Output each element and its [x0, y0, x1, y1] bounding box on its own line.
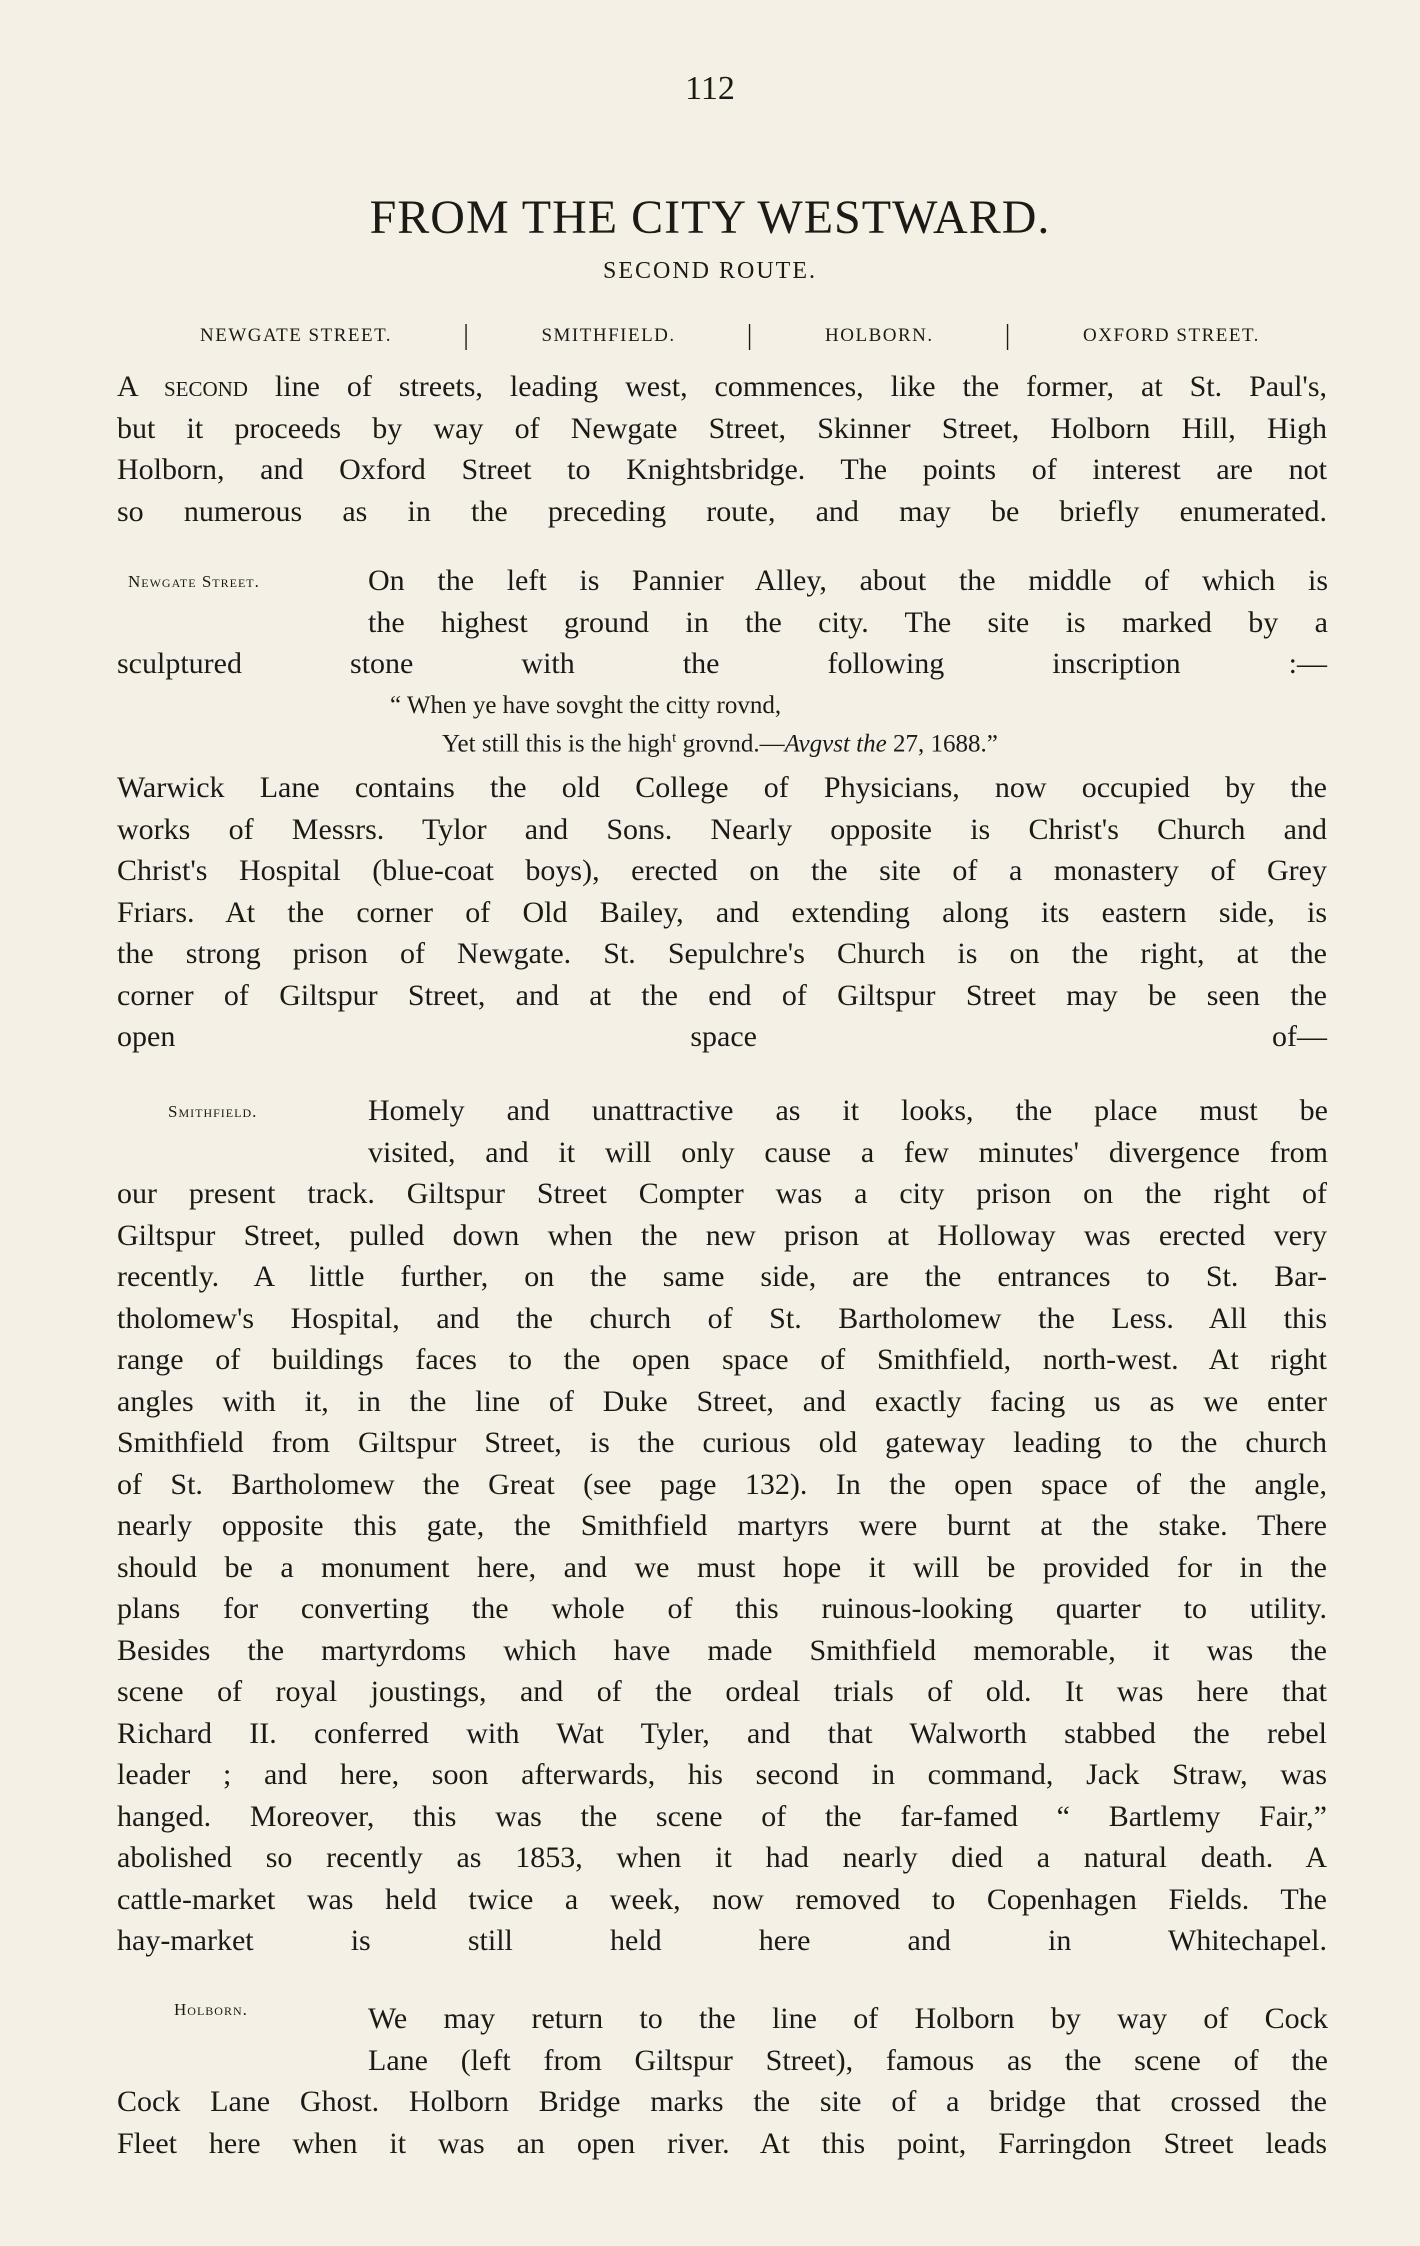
- heading-separator: |: [746, 320, 754, 351]
- text-line: Friars. At the corner of Old Bailey, and extending along its eastern side, is: [117, 895, 1327, 929]
- text-line: our present track. Giltspur Street Compter was a city prison on the right of: [117, 1177, 1327, 1210]
- text-line: but it proceeds by way of Newgate Street, Skinner Street, Holborn Hill, High: [117, 411, 1327, 445]
- side-heading-smithfield: Smithfield.: [168, 1102, 258, 1121]
- text-line: Christ's Hospital (blue-coat boys), erected on the site of a monastery of Grey: [117, 854, 1327, 887]
- newgate-paragraph: [117, 767, 1327, 1058]
- text-line: Cock Lane Ghost. Holborn Bridge marks the site of a bridge that crossed the: [117, 2085, 1327, 2118]
- text-line: Holborn, and Oxford Street to Knightsbridge. The points of interest are not: [117, 453, 1327, 486]
- intro-paragraph: [117, 366, 1327, 532]
- text-line: range of buildings faces to the open space of Smithfield, north-west. At right: [117, 1343, 1327, 1376]
- holborn-indented: [368, 1998, 1328, 2081]
- text-line: sculptured stone with the following inscription :—: [117, 647, 1327, 680]
- text-line: Giltspur Street, pulled down when the new prison at Holloway was erected very: [117, 1218, 1327, 1252]
- text-line: abolished so recently as 1853, when it had nearly died a natural death. A: [117, 1841, 1327, 1874]
- text-line: the strong prison of Newgate. St. Sepulchre's Church is on the right, at the: [117, 937, 1327, 970]
- newgate-indented: [368, 560, 1328, 643]
- text-line: On the left is Pannier Alley, about the middle of which is: [368, 564, 1328, 597]
- inscription-quote: [390, 690, 1190, 760]
- side-heading-holborn: Holborn.: [174, 2000, 248, 2019]
- text-line: plans for converting the whole of this ruinous-looking quarter to utility.: [117, 1592, 1327, 1625]
- quote-line: “ When ye have sovght the citty rovnd,: [390, 692, 782, 719]
- text-line: leader ; and here, soon afterwards, his second in command, Jack Straw, was: [117, 1758, 1327, 1791]
- text-line: works of Messrs. Tylor and Sons. Nearly opposite is Christ's Church and: [117, 812, 1327, 846]
- text-line: visited, and it will only cause a few minutes' divergence from: [368, 1135, 1328, 1169]
- text-line: Smithfield from Giltspur Street, is the curious old gateway leading to the church: [117, 1426, 1327, 1459]
- page-title: FROM THE CITY WESTWARD.: [369, 191, 1051, 244]
- route-heading-holborn: HOLBORN.: [825, 325, 934, 346]
- heading-separator: |: [463, 320, 471, 351]
- route-headings: [200, 322, 1260, 350]
- heading-separator: |: [1004, 320, 1012, 351]
- text-line: recently. A little further, on the same side, are the entrances to St. Bar-: [117, 1260, 1327, 1293]
- smithfield-paragraph: [117, 1173, 1327, 1962]
- text-line: We may return to the line of Holborn by way of Cock: [368, 2002, 1328, 2035]
- text-line: so numerous as in the preceding route, and may be briefly enumerated.: [117, 494, 1327, 528]
- quote-line: Yet still this is the high$^t$ grovnd.—Avgvst the 27, 1688.”: [442, 730, 998, 758]
- text-line: the highest ground in the city. The site is marked by a: [368, 605, 1328, 639]
- side-heading-newgate: Newgate Street.: [128, 572, 260, 591]
- route-heading-smithfield: SMITHFIELD.: [541, 325, 676, 346]
- text-line: scene of royal joustings, and of the ordeal trials of old. It was here that: [117, 1675, 1327, 1708]
- page-subtitle: SECOND ROUTE.: [602, 258, 817, 284]
- page-number: 112: [685, 70, 735, 107]
- text-line: Richard II. conferred with Wat Tyler, and that Walworth stabbed the rebel: [117, 1716, 1327, 1750]
- text-line: A second line of streets, leading west, commences, like the former, at St. Paul's,: [117, 370, 1327, 403]
- newgate-text: [117, 643, 1327, 685]
- text-line: open space of—: [117, 1020, 1327, 1053]
- text-line: nearly opposite this gate, the Smithfield martyrs were burnt at the stake. There: [117, 1509, 1327, 1542]
- text-line: tholomew's Hospital, and the church of St. Bartholomew the Less. All this: [117, 1301, 1327, 1335]
- text-line: angles with it, in the line of Duke Street, and exactly facing us as we enter: [117, 1384, 1327, 1418]
- text-line: should be a monument here, and we must hope it will be provided for in the: [117, 1550, 1327, 1584]
- text-line: cattle-market was held twice a week, now removed to Copenhagen Fields. The: [117, 1882, 1327, 1916]
- text-line: Fleet here when it was an open river. At this point, Farringdon Street leads: [117, 2126, 1327, 2160]
- route-heading-oxford: OXFORD STREET.: [1083, 325, 1260, 346]
- holborn-paragraph: [117, 2081, 1327, 2164]
- text-line: Warwick Lane contains the old College of Physicians, now occupied by the: [117, 771, 1327, 804]
- smithfield-indented: [368, 1090, 1328, 1173]
- route-heading-newgate: NEWGATE STREET.: [200, 325, 393, 346]
- text-line: of St. Bartholomew the Great (see page 132). In the open space of the angle,: [117, 1467, 1327, 1501]
- text-line: corner of Giltspur Street, and at the end of Giltspur Street may be seen the: [117, 978, 1327, 1012]
- text-line: hanged. Moreover, this was the scene of the far-famed “ Bartlemy Fair,”: [117, 1799, 1327, 1833]
- text-line: hay-market is still held here and in Whitechapel.: [117, 1924, 1327, 1957]
- text-line: Homely and unattractive as it looks, the place must be: [368, 1094, 1328, 1127]
- text-line: Lane (left from Giltspur Street), famous as the scene of the: [368, 2043, 1328, 2077]
- text-line: Besides the martyrdoms which have made Smithfield memorable, it was the: [117, 1633, 1327, 1667]
